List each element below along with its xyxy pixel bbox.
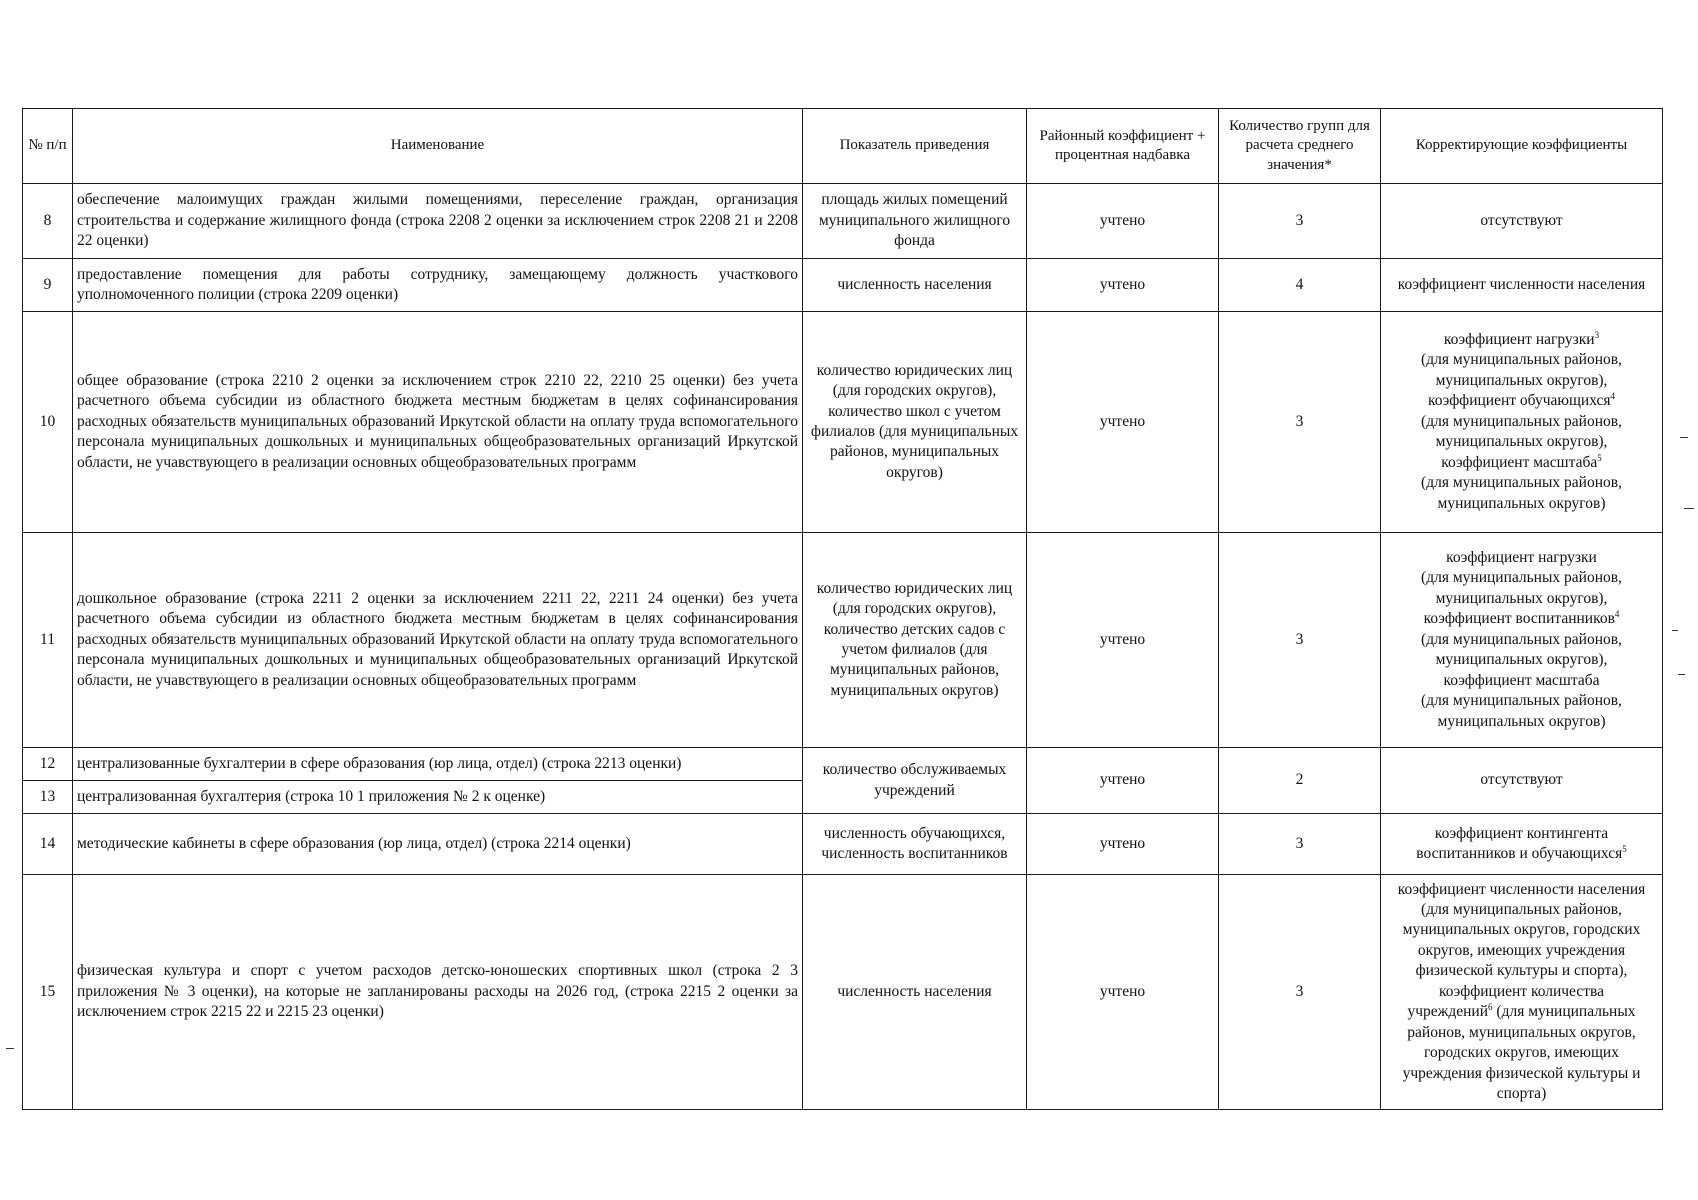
footnote-marker: 6 [1488, 1002, 1493, 1013]
row-groups: 3 [1219, 814, 1381, 875]
coefficient-line: муниципальных округов, городских [1402, 921, 1641, 939]
row-correction [1381, 533, 1663, 748]
row-regional: учтено [1027, 259, 1219, 312]
header-num: № п/п [23, 109, 73, 184]
row-groups: 4 [1219, 259, 1381, 312]
coefficient-line: муниципальных округов), [1435, 589, 1608, 607]
coefficient-line: районов, муниципальных округов, [1407, 1023, 1636, 1041]
row-correction [1381, 875, 1663, 1110]
row-indicator: количество обслуживаемых учреждений [803, 748, 1027, 814]
row-number: 14 [23, 814, 73, 875]
row-name: централизованные бухгалтерии в сфере образования (юр лица, отдел) (строка 2213 оценки) [73, 748, 803, 781]
header-correction-coefficients: Корректирующие коэффициенты [1381, 109, 1663, 184]
row-groups: 2 [1219, 748, 1381, 814]
coefficient-line: (для муниципальных районов, [1421, 412, 1622, 430]
header-regional-coefficient: Районный коэффициент + процентная надбавка [1027, 109, 1219, 184]
row-correction: отсутствуют [1381, 748, 1663, 814]
row-correction: отсутствуют [1381, 184, 1663, 259]
row-name: централизованная бухгалтерия (строка 10 1 приложения № 2 к оценке) [73, 781, 803, 814]
coefficient-line: спорта) [1496, 1085, 1547, 1103]
footnote-marker: 4 [1610, 391, 1616, 402]
row-number: 13 [23, 781, 73, 814]
scan-mark [1684, 508, 1694, 509]
coefficient-line: (для муниципальных районов, [1421, 351, 1622, 369]
row-regional: учтено [1027, 533, 1219, 748]
row-name: методические кабинеты в сфере образования (юр лица, отдел) (строка 2214 оценки) [73, 814, 803, 875]
row-name: предоставление помещения для работы сотруднику, замещающему должность участкового уполномоченного полиции (строка 2209 оценки) [73, 259, 803, 312]
row-number: 8 [23, 184, 73, 259]
header-groups-count: Количество групп для расчета среднего значения* [1219, 109, 1381, 184]
coefficient-line: коэффициент воспитанников$^4$ [1423, 609, 1620, 628]
row-name: дошкольное образование (строка 2211 2 оценки за исключением 2211 22, 2211 24 оценки) без учета расчетного объема субсидии из областного бюджета местным бюджетам в целях софинансирования расходных обязательств муниципальных образований Иркутской области на оплату труда вспомогательного персонала муниципальных дошкольных и муниципальных общеобразовательных организаций Иркутской области, не учавствующего в реализации основных общеобразовательных программ [73, 533, 803, 748]
row-number: 9 [23, 259, 73, 312]
footnote-marker: 4 [1614, 609, 1620, 620]
row-regional: учтено [1027, 184, 1219, 259]
table-row [23, 814, 1663, 875]
coefficient-line: коэффициент численности населения [1397, 880, 1646, 898]
coefficient-line: (для муниципальных районов, [1421, 900, 1622, 918]
coefficient-line: муниципальных округов) [1437, 494, 1606, 512]
table-row [23, 259, 1663, 312]
row-regional: учтено [1027, 814, 1219, 875]
table-row [23, 184, 1663, 259]
row-regional: учтено [1027, 875, 1219, 1110]
row-number: 10 [23, 312, 73, 533]
row-regional: учтено [1027, 312, 1219, 533]
coefficient-line: коэффициент нагрузки [1446, 548, 1597, 566]
coefficient-line: (для муниципальных районов, [1421, 692, 1622, 710]
coefficient-line: коэффициент обучающихся$^4$ [1427, 391, 1616, 410]
coefficient-line: коэффициент масштаба$^5$ [1441, 452, 1602, 471]
coefficients-table [22, 108, 1663, 1110]
coefficient-line: коэффициент нагрузки$^3$ [1443, 329, 1600, 348]
row-number: 15 [23, 875, 73, 1110]
row-indicator: численность населения [803, 875, 1027, 1110]
coefficient-line: муниципальных округов), [1435, 651, 1608, 669]
header-row [23, 109, 1663, 184]
coefficient-line: муниципальных округов), [1435, 433, 1608, 451]
footnote-marker: 5 [1597, 452, 1602, 463]
coefficient-line: физической культуры и спорта), [1415, 962, 1628, 980]
coefficient-line: (для муниципальных районов, [1421, 474, 1622, 492]
scan-mark [6, 1048, 14, 1049]
row-correction: коэффициент численности населения [1381, 259, 1663, 312]
coefficient-line: муниципальных округов), [1435, 371, 1608, 389]
footnote-marker: 3 [1594, 329, 1600, 340]
coefficient-line: (для муниципальных районов, [1421, 569, 1622, 587]
row-regional: учтено [1027, 748, 1219, 814]
table-row [23, 748, 1663, 781]
row-indicator: количество юридических лиц (для городских округов), количество детских садов с учетом филиалов (для муниципальных районов, муниципальных округов) [803, 533, 1027, 748]
coefficient-line: муниципальных округов) [1437, 712, 1606, 730]
coefficient-line: коэффициент масштаба [1443, 671, 1600, 689]
row-name: физическая культура и спорт с учетом расходов детско-юношеских спортивных школ (строка 2 3 приложения № 3 оценки), на которые не запланированы расходы на 2026 год, (строка 2215 2 оценки за исключением строк 2215 22 и 2215 23 оценки) [73, 875, 803, 1110]
coefficient-line: (для муниципальных районов, [1421, 630, 1622, 648]
row-indicator: численность обучающихся, численность воспитанников [803, 814, 1027, 875]
table-row [23, 533, 1663, 748]
row-number: 11 [23, 533, 73, 748]
coefficient-line: учреждений$^6$ (для муниципальных [1407, 1002, 1636, 1021]
scan-mark [1672, 630, 1678, 631]
coefficient-line: учреждения физической культуры и [1402, 1064, 1641, 1082]
row-name: общее образование (строка 2210 2 оценки за исключением строк 2210 22, 2210 25 оценки) без учета расчетного объема субсидии из областного бюджета местным бюджетам в целях софинансирования расходных обязательств муниципальных образований Иркутской области на оплату труда вспомогательного персонала муниципальных дошкольных и муниципальных общеобразовательных организаций Иркутской области, не учавствующего в реализации основных общеобразовательных программ [73, 312, 803, 533]
scan-mark [1680, 437, 1688, 438]
row-correction [1381, 312, 1663, 533]
row-number: 12 [23, 748, 73, 781]
coefficient-line: городских округов, имеющих [1424, 1044, 1619, 1062]
coefficient-line: воспитанников и обучающихся$^5$ [1416, 843, 1627, 862]
header-name: Наименование [73, 109, 803, 184]
row-name: обеспечение малоимущих граждан жилыми помещениями, переселение граждан, организация строительства и содержание жилищного фонда (строка 2208 2 оценки за исключением строк 2208 21 и 2208 22 оценки) [73, 184, 803, 259]
scan-mark [1678, 674, 1685, 675]
row-correction [1381, 814, 1663, 875]
table-row [23, 312, 1663, 533]
row-indicator: количество юридических лиц (для городских округов), количество школ с учетом филиалов (для муниципальных районов, муниципальных округов) [803, 312, 1027, 533]
header-indicator: Показатель приведения [803, 109, 1027, 184]
row-indicator: численность населения [803, 259, 1027, 312]
row-groups: 3 [1219, 184, 1381, 259]
coefficient-line: округов, имеющих учреждения [1417, 941, 1626, 959]
table-row [23, 875, 1663, 1110]
row-groups: 3 [1219, 875, 1381, 1110]
coefficient-line: коэффициент количества [1439, 982, 1604, 1000]
coefficient-line: коэффициент контингента [1434, 824, 1609, 842]
row-indicator: площадь жилых помещений муниципального жилищного фонда [803, 184, 1027, 259]
footnote-marker: 5 [1622, 843, 1627, 854]
row-groups: 3 [1219, 312, 1381, 533]
row-groups: 3 [1219, 533, 1381, 748]
